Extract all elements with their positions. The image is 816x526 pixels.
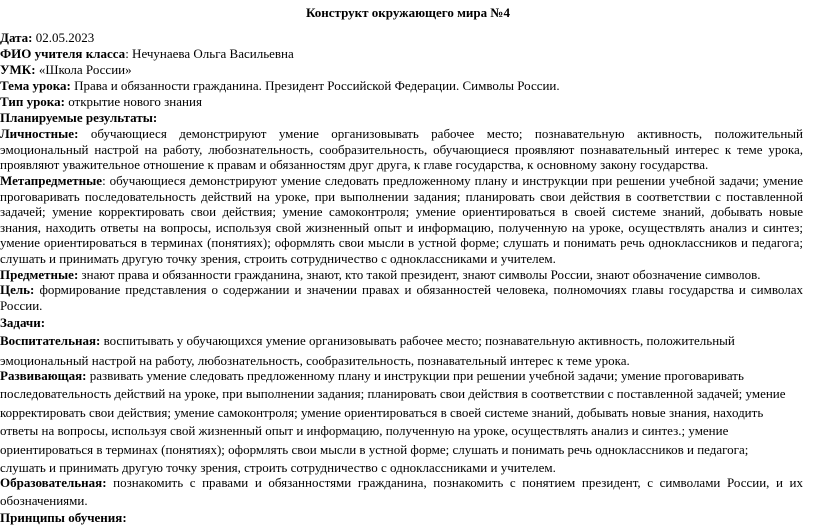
date-line — [0, 30, 803, 46]
umk-value: «Школа России» — [38, 62, 132, 77]
developing-task: Развивающая: развивать умение следовать предложенному плану и инструкции при решении учебной задачи; умение проговаривать последовательность действий на уроке, при выполнении задания; планировать свои действия в соответствии с поставленной задачей; умение корректировать свои действия; умение самоконтроля; умение ориентироваться в своей системе знаний, добывать новые знания, находить ответы на вопросы, используя свой жизненный опыт и информацию, полученную на уроке, осуществлять анализ и синтез.; умение ориентироваться в терминах (понятиях); оформлять свои мысли в устной форме; слушать и понимать речь одноклассников и педагога; слушать и принимать другую точку зрения, строить сотрудничество с одноклассниками и учителем. — [0, 368, 786, 476]
goal-label: Цель: — [0, 282, 35, 297]
developing-label: Развивающая: — [0, 368, 87, 383]
type-value: открытие нового знания — [68, 94, 202, 109]
educational-task: Воспитательная: воспитывать у обучающихся умение организовывать рабочее место; познавательную активность, положительный эмоциональный настрой на работу, любознательность, сообразительность, познавательный интерес к теме урока. — [0, 333, 735, 368]
teacher-value: : Нечунаева Ольга Васильевна — [125, 46, 294, 61]
umk-label: УМК: — [0, 62, 36, 77]
date-label: Дата: — [0, 30, 33, 45]
type-label: Тип урока: — [0, 94, 65, 109]
planned-results-heading: Планируемые результаты: — [0, 110, 158, 125]
subject-results: Предметные: знают права и обязанности гражданина, знают, кто такой президент, знают символы России, знают обозначение символов. — [0, 267, 761, 282]
subject-label: Предметные: — [0, 267, 79, 282]
topic-label: Тема урока: — [0, 78, 71, 93]
topic-value: Права и обязанности гражданина. Президент Российской Федерации. Символы России. — [74, 78, 560, 93]
teacher-line — [0, 46, 803, 62]
topic-line — [0, 78, 803, 94]
date-value: 02.05.2023 — [35, 30, 95, 45]
personal-results: Личностные: обучающиеся демонстрируют умение организовывать рабочее место; познавательную активность, положительный эмоциональный настрой на работу, любознательность, сообразительность, обучающиеся проявляют познавательный интерес к теме урока, проявляют уважительное отношение к правам и обязанностям друг друга, к главе государства, к основному закону государства. — [0, 126, 804, 173]
document-title: Конструкт окружающего мира №4 — [306, 5, 510, 20]
principles-heading: Принципы обучения: — [0, 510, 127, 525]
goal: Цель: формирование представления о содержании и значении правах и обязанностей человека, полномочиях главы государства и символах России. — [0, 282, 803, 313]
formative-task: Образовательная: познакомить с правами и обязанностями гражданина, познакомить с понятием президент, с символами России, и их обозначениями. — [0, 475, 804, 509]
meta-results: Метапредметные: обучающиеся демонстрируют умение следовать предложенному плану и инструкции при решении учебной задачи; умение проговаривать последовательность действий на уроке, при выполнении задания; планировать свои действия в соответствии с поставленной задачей; умение корректировать свои действия; умение самоконтроля; умение ориентироваться в своей системе знаний, добывать новые знания, находить ответы на вопросы, используя свой жизненный опыт и информацию, полученную на уроке, осуществлять анализ и синтез; умение ориентироваться в терминах (понятиях); оформлять свои мысли в устной форме; слушать и понимать речь одноклассников и педагога; слушать и принимать другую точку зрения, строить сотрудничество с одноклассниками и учителем. — [0, 173, 803, 266]
tasks-heading: Задачи: — [0, 315, 46, 330]
personal-label: Личностные: — [0, 126, 79, 141]
umk-line — [0, 62, 803, 78]
formative-label: Образовательная: — [0, 475, 107, 490]
meta-label: Метапредметные — [0, 173, 103, 188]
teacher-label: ФИО учителя класса — [0, 46, 126, 61]
type-line — [0, 94, 803, 110]
educational-label: Воспитательная: — [0, 333, 101, 348]
